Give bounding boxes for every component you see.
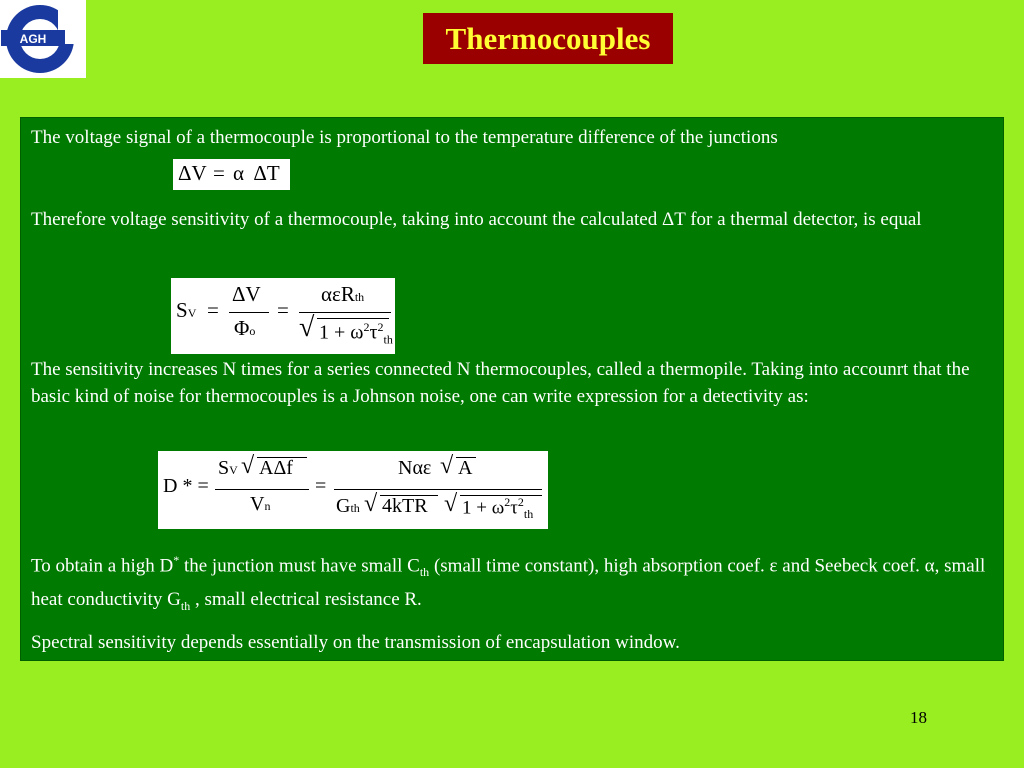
eq3-sqrt-icon-2: √: [440, 453, 454, 479]
eq2-equals-2: =: [277, 298, 289, 322]
eq3-num2-root: A: [458, 457, 473, 479]
eq3-fraction-bar-2: [334, 489, 542, 490]
eq3-den2-root2: $1 + \omega^2\tau^2_{th}$: [462, 495, 534, 522]
eq2-equals-1: =: [207, 298, 219, 322]
eq3-num2: Nαε: [398, 457, 432, 479]
paragraph-3: The sensitivity increases N times for a series connected N thermocouples, called a thermopile. Taking into accounrt that the basic kind of noise for thermocouples is a Johnson noise, one can write expression for a detectivity as:: [31, 359, 970, 407]
eq3-den2-root1: 4kTR: [382, 495, 428, 517]
eq1-rhs: α ΔT: [233, 161, 280, 185]
eq1-equals: =: [213, 161, 225, 185]
paragraph-4: To obtain a high D* the junction must have small $C_{th}$ (small time constant), high absorption coef. ε and Seebeck coef. α, small heat conductivity $G_{th}$ , small electrical resistance R.: [31, 553, 986, 613]
eq2-fraction-bar-1: [229, 312, 269, 313]
logo-text: AGH: [19, 32, 47, 46]
paragraph-5: Spectral sensitivity depends essentially on the transmission of encapsulation window.: [31, 632, 680, 653]
eq3-equals: =: [315, 475, 327, 497]
eq2-num1: ΔV: [232, 282, 261, 306]
eq3-sqrt-icon-3: √: [364, 491, 378, 517]
equation-voltage-sensitivity: [171, 278, 395, 354]
eq3-fraction-bar-1: [215, 489, 309, 490]
content-box: [20, 117, 1004, 661]
eq3-den1: Vn: [250, 493, 271, 515]
eq1-lhs: ΔV: [178, 161, 207, 185]
agh-logo: [0, 0, 86, 78]
eq2-sqrt-bar: [317, 318, 389, 319]
eq2-s: SV: [176, 298, 197, 322]
eq3-num1: SV: [218, 457, 238, 479]
eq2-sqrt-icon: √: [299, 312, 315, 343]
eq2-den1: Φo: [234, 316, 256, 340]
eq3-sqrt-icon-4: √: [444, 491, 458, 517]
eq2-den2: $1 + \omega^2\tau^2_{th}$: [319, 320, 393, 347]
slide-title: Thermocouples: [423, 13, 673, 64]
eq3-sqrt-icon-1: √: [241, 453, 255, 479]
paragraph-1: The voltage signal of a thermocouple is proportional to the temperature difference of the junctions: [31, 127, 778, 148]
eq3-lhs: D * =: [163, 475, 209, 497]
eq2-num2: αεRth: [321, 282, 365, 306]
eq3-den2-g: Gth: [336, 495, 360, 517]
page-number: 18: [910, 708, 927, 727]
paragraph-2: Therefore voltage sensitivity of a thermocouple, taking into account the calculated ΔT for a thermal detector, is equal: [31, 209, 922, 230]
eq3-num1-root: AΔf: [259, 457, 293, 479]
equation-voltage: [173, 159, 290, 190]
equation-detectivity: [158, 451, 548, 529]
